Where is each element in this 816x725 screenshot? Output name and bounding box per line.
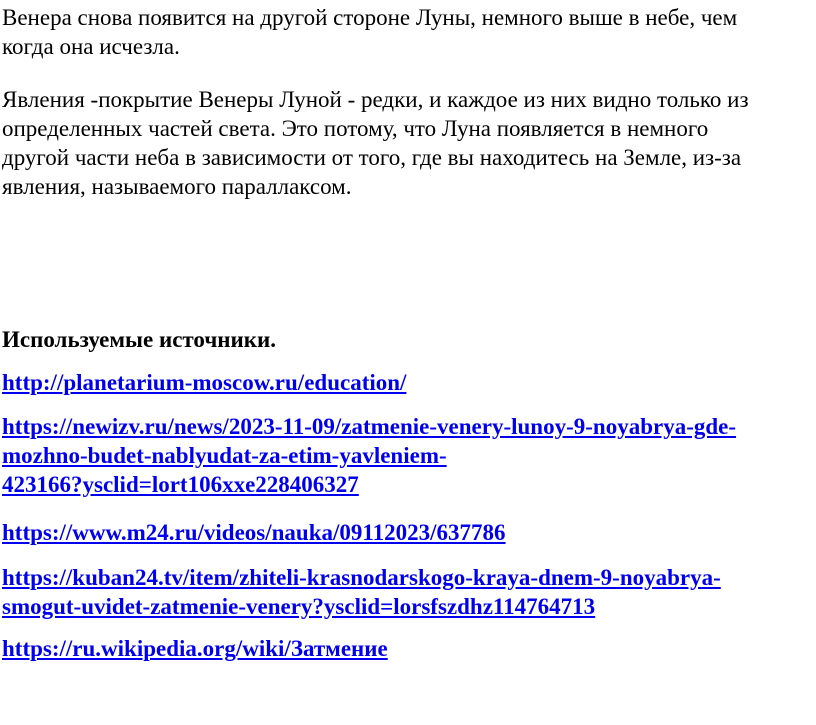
source-link[interactable]: https://www.m24.ru/videos/nauka/09112023/637786	[2, 520, 506, 545]
body-paragraph: Явления -покрытие Венеры Луной - редки, и каждое из них видно только из определенных частей света. Это потому, что Луна появляется в немного другой части неба в зависимости от того, где вы находитесь на Земле, из-за явления, называемого параллаксом.	[2, 87, 749, 199]
source-link[interactable]: https://newizv.ru/news/2023-11-09/zatmenie-venery-lunoy-9-noyabrya-gde- mozhno-budet-nablyudat-za-etim-yavleniem- 423166?ysclid=lort106xxe228406327	[2, 414, 737, 497]
sources-heading: Используемые источники.	[2, 327, 277, 352]
body-paragraph: Венера снова появится на другой стороне Луны, немного выше в небе, чем когда она исчезла.	[2, 5, 738, 59]
source-link[interactable]: https://kuban24.tv/item/zhiteli-krasnodarskogo-kraya-dnem-9-noyabrya- smogut-uvidet-zatmenie-venery?ysclid=lorsfszdhz114764713	[2, 565, 721, 619]
source-link[interactable]: https://ru.wikipedia.org/wiki/Затмение	[2, 636, 388, 661]
source-link[interactable]: http://planetarium-moscow.ru/education/	[2, 370, 407, 395]
